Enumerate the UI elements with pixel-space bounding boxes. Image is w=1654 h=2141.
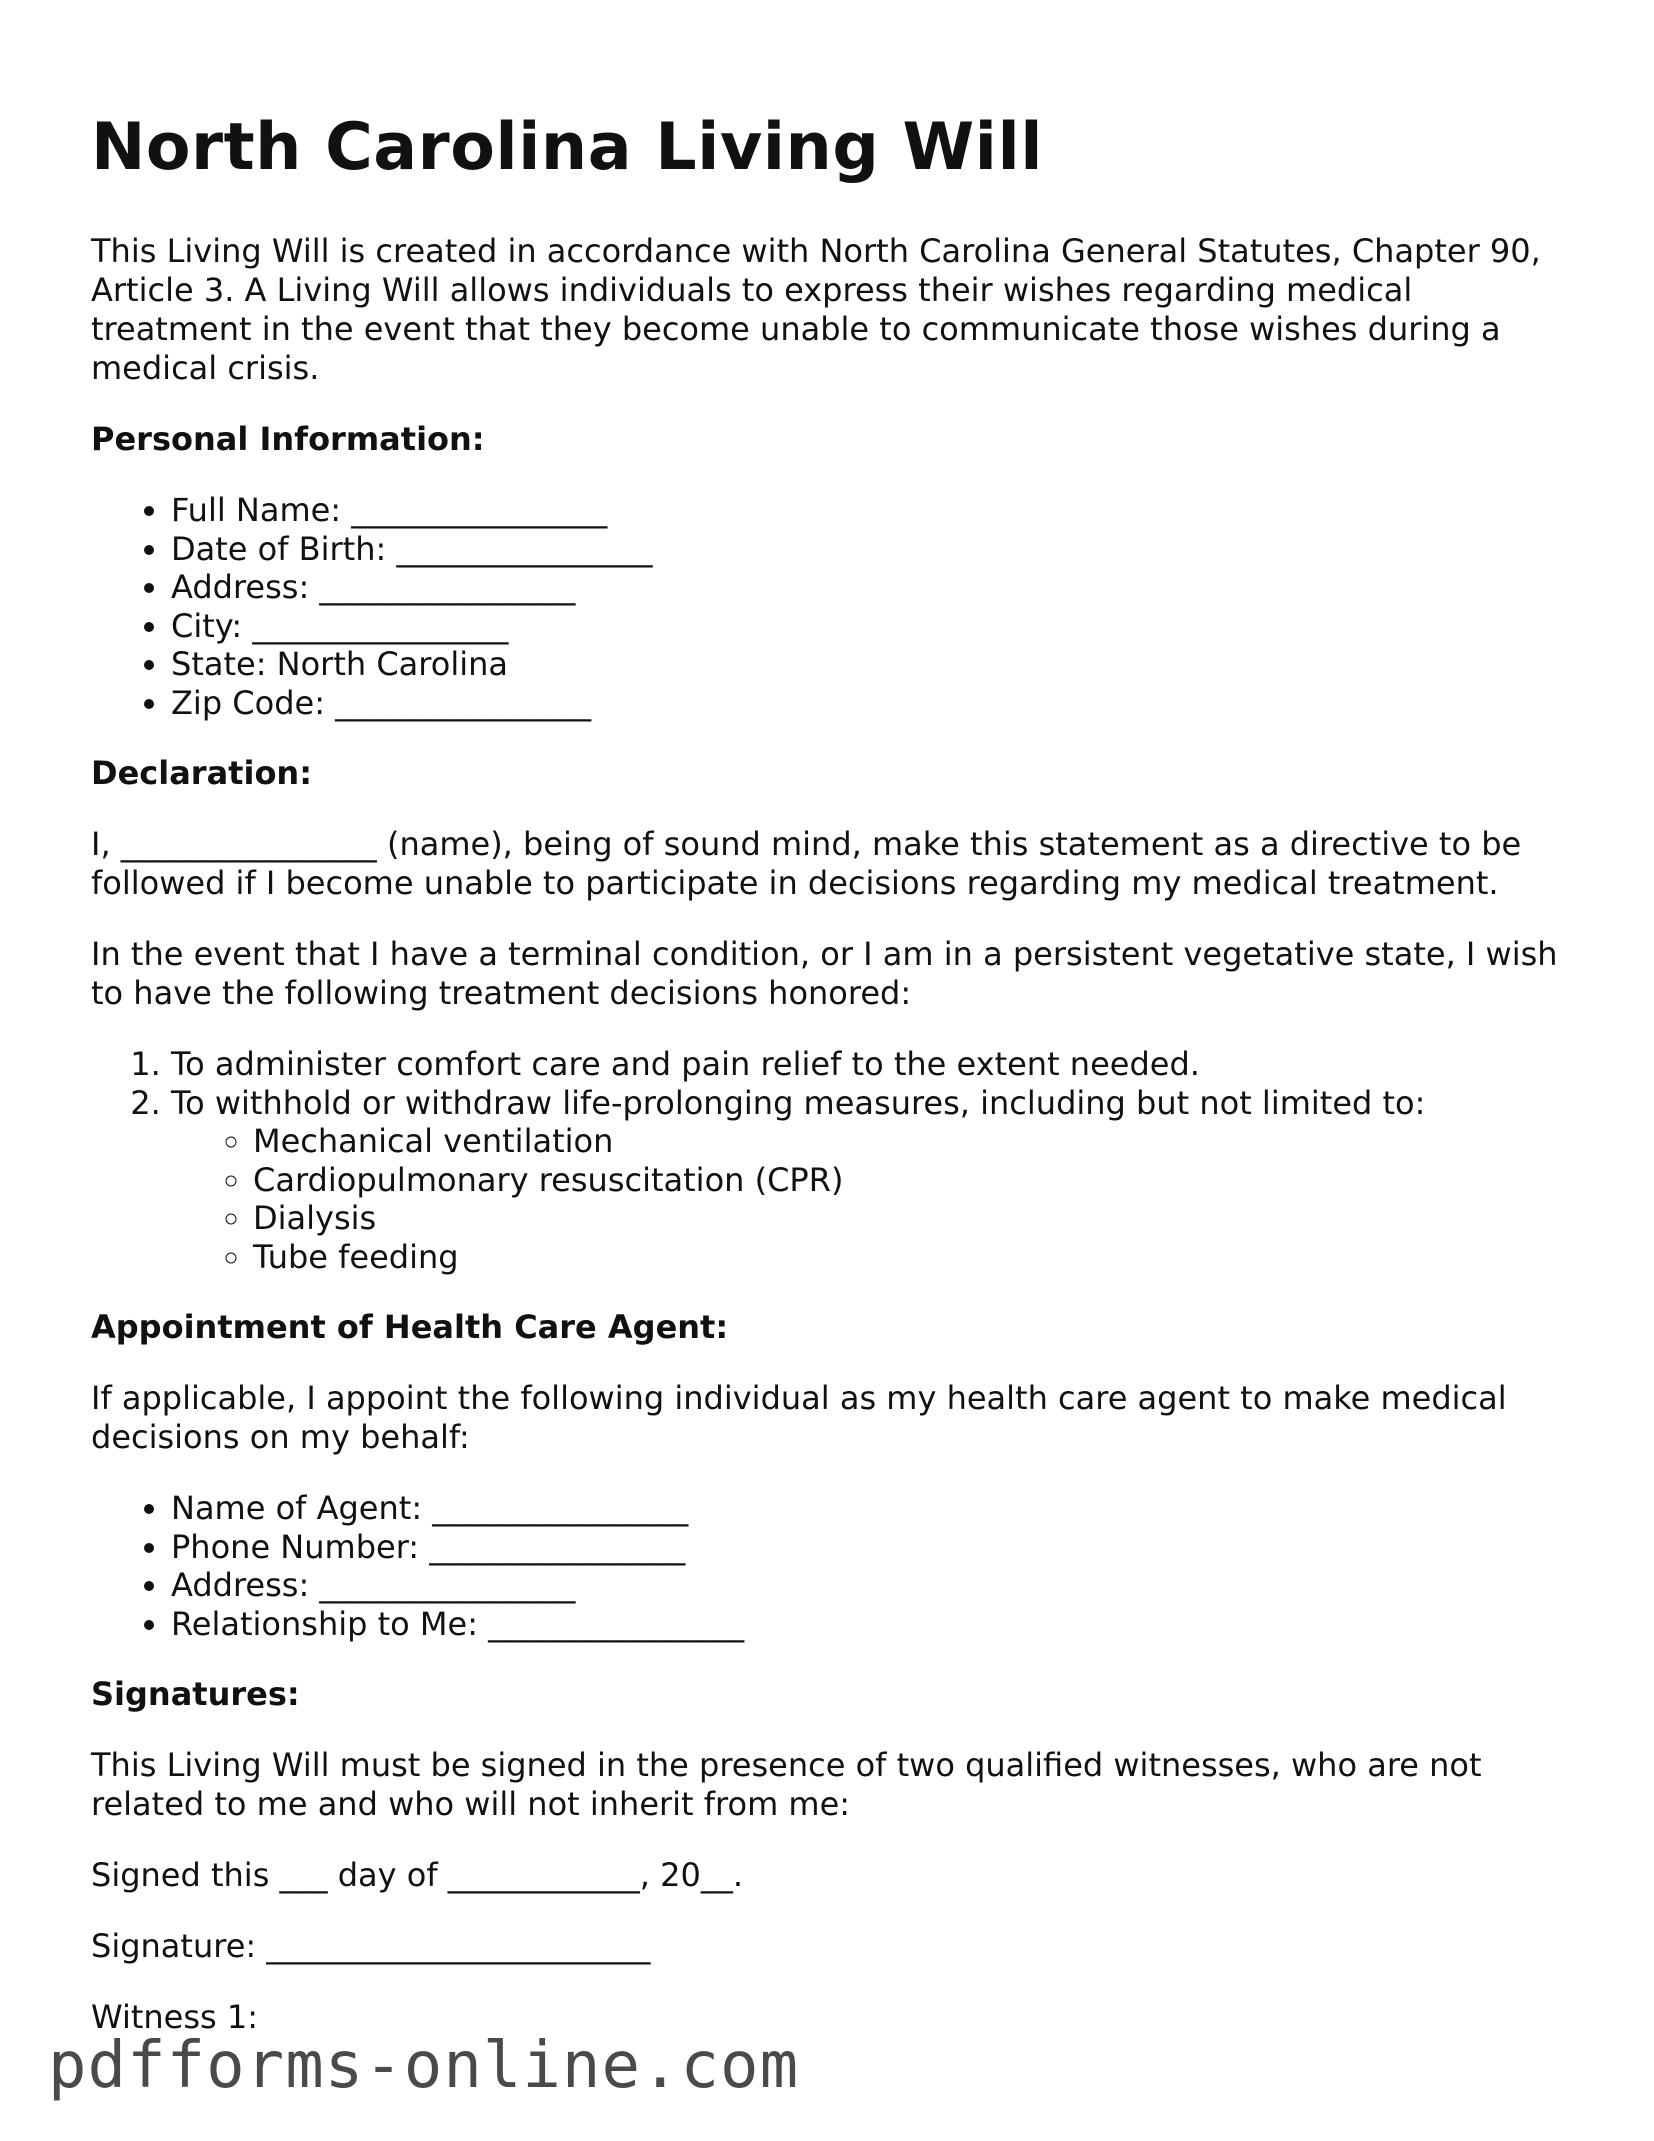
list-item: ◦ Dialysis [253,1199,1571,1238]
field-zip-code: • Zip Code: ________________ [171,684,1571,723]
agent-heading: Appointment of Health Care Agent: [91,1308,729,1346]
agent-paragraph: If applicable, I appoint the following individual as my health care agent to make medical decisions on my behalf: [91,1379,1507,1456]
field-full-name: • Full Name: ________________ [171,491,1571,530]
list-item: ◦ Tube feeding [253,1238,1571,1277]
list-item: ◦ Cardiopulmonary resuscitation (CPR) [253,1161,1571,1200]
declaration-heading: Declaration: [91,754,312,792]
field-city: • City: ________________ [171,607,1571,646]
signature-line: Signature: ________________________ [91,1927,651,1965]
treatment-intro-paragraph: In the event that I have a terminal condition, or I am in a persistent vegetative state, I wish to have the following treatment decisions honored: [91,935,1558,1012]
field-agent-phone: • Phone Number: ________________ [171,1528,1571,1567]
field-agent-relationship: • Relationship to Me: ________________ [171,1605,1571,1644]
personal-info-list [91,491,1571,722]
signatures-heading: Signatures: [91,1675,300,1713]
list-item-text: To administer comfort care and pain relief to the extent needed. [171,1045,1200,1083]
signed-date-line: Signed this ___ day of ____________, 20__. [91,1856,743,1894]
field-state: • State: North Carolina [171,645,1571,684]
life-prolonging-measures-list [171,1122,1571,1276]
field-agent-address: • Address: ________________ [171,1566,1571,1605]
personal-info-heading: Personal Information: [91,420,485,458]
watermark-text: pdfforms-online.com [48,2029,800,2103]
document-title: North Carolina Living Will [91,110,1044,185]
field-date-of-birth: • Date of Birth: ________________ [171,530,1571,569]
list-item [171,1045,1571,1084]
agent-info-list [91,1489,1571,1643]
treatment-decisions-list [91,1045,1571,1276]
field-agent-name: • Name of Agent: ________________ [171,1489,1571,1528]
signatures-paragraph: This Living Will must be signed in the presence of two qualified witnesses, who are not related to me and who will not inherit from me: [91,1746,1482,1823]
document-page [91,108,1571,2069]
list-item: ◦ Mechanical ventilation [253,1122,1571,1161]
list-item [171,1084,1571,1277]
witness-1-label: Witness 1: [91,1998,258,2036]
intro-paragraph: This Living Will is created in accordance with North Carolina General Statutes, Chapter 90, Article 3. A Living Will allows individuals to express their wishes regarding medical treatment in the event that they become unable to communicate those wishes during a medical crisis. [91,232,1541,387]
field-address: • Address: ________________ [171,568,1571,607]
list-item-text: To withhold or withdraw life-prolonging measures, including but not limited to: [171,1083,1426,1122]
declaration-paragraph: I, ________________ (name), being of sound mind, make this statement as a directive to be followed if I become unable to participate in decisions regarding my medical treatment. [91,825,1522,902]
